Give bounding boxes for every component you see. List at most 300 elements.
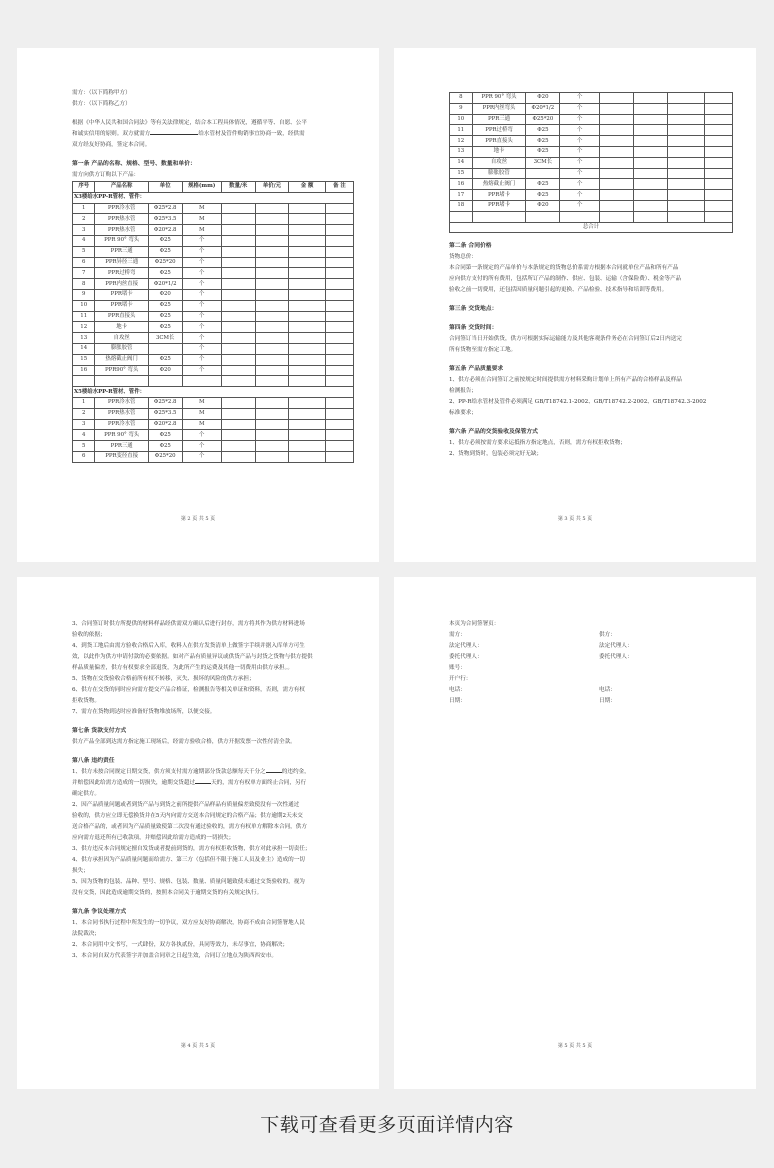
row-number-cell: 2: [73, 214, 95, 225]
product-name-cell: PPR堵卡: [95, 289, 148, 300]
blank-row: [73, 376, 354, 387]
table-row: [73, 300, 354, 311]
article-9-line: 1、本合同书执行过程中所发生的一切争议，双方应友好协商解决，协商不成由合同签署地人民: [72, 920, 305, 926]
empty-cell: [325, 333, 353, 344]
empty-cell: [325, 268, 353, 279]
table-row: [73, 257, 354, 268]
empty-cell: [255, 214, 289, 225]
empty-cell: [667, 93, 704, 104]
article-6-line-1: 1、供方必须按需方要求运抵指方指定地点，否则，需方有权拒收货物；: [449, 440, 626, 447]
table-row: [450, 114, 733, 125]
product-name-cell: 地卡: [472, 146, 526, 157]
supplier-field-label: 日期：: [599, 698, 616, 704]
row-number-cell: 12: [73, 322, 95, 333]
empty-cell: [255, 257, 289, 268]
article-1-title: 第一条 产品的名称、规格、型号、数量和单价：: [72, 161, 196, 167]
table-row: [73, 430, 354, 441]
empty-cell: [599, 114, 633, 125]
empty-cell: [325, 376, 353, 387]
empty-cell: [255, 333, 289, 344]
row-number-cell: 12: [450, 136, 473, 147]
spec-cell: Φ25*20: [148, 451, 182, 462]
empty-cell: [667, 146, 704, 157]
empty-cell: [221, 311, 255, 322]
row-number-cell: 9: [73, 289, 95, 300]
clause-line: 4、到货工地后由需方验收合格后入库，收料人在供方发货清单上做签字手续并据入库单方可生: [72, 643, 305, 649]
unit-cell: 个: [182, 289, 221, 300]
unit-cell: 个: [560, 157, 600, 168]
spec-cell: [148, 343, 182, 354]
empty-cell: [325, 365, 353, 376]
empty-cell: [255, 419, 289, 430]
empty-cell: [221, 354, 255, 365]
empty-cell: [221, 365, 255, 376]
row-number-cell: 5: [73, 246, 95, 257]
empty-cell: [599, 179, 633, 190]
empty-cell: [325, 257, 353, 268]
row-number-cell: 18: [450, 200, 473, 211]
signature-block: [449, 630, 731, 707]
spec-cell: Φ25: [148, 322, 182, 333]
product-name-cell: PPR热水管: [95, 408, 148, 419]
row-number-cell: 2: [73, 408, 95, 419]
product-name-cell: 自攻丝: [472, 157, 526, 168]
empty-cell: [599, 103, 633, 114]
article-8-line: 应向需方退还所有已收款项，并赔偿因此给需方造成的一切损失；: [72, 835, 235, 841]
table-row: [450, 146, 733, 157]
empty-cell: [599, 93, 633, 104]
unit-cell: 个: [560, 103, 600, 114]
article-4-title: 第四条 交货时间：: [449, 325, 498, 332]
article-7-line-1: 供方产品全部到达需方指定施工现场后，经需方验收合格，供方开据发票一次性付清全款。: [72, 739, 296, 745]
spec-cell: Φ25: [148, 268, 182, 279]
product-name-cell: PPR直接头: [95, 311, 148, 322]
product-name-cell: PPR三通: [472, 114, 526, 125]
section-row: [73, 387, 354, 398]
unit-cell: 个: [560, 190, 600, 201]
empty-cell: [255, 408, 289, 419]
empty-cell: [289, 354, 326, 365]
blank-row: [450, 211, 733, 222]
clause-line: 6、供方在交货的同时应向需方提交产品合格证，检测报告等相关单证和资料，否则，需方有权: [72, 687, 305, 693]
empty-cell: [633, 200, 667, 211]
article-8-line: 2、因产品质量问题或者到货产品与到货之前所提供产品样品有质量偏差致使没有一次性通过: [72, 802, 300, 808]
product-name-cell: 自攻丝: [95, 333, 148, 344]
clause-line: 效，以此作为供方申请付款的必要依据。如对产品有质量异议或供货产品与封货之货物与供方提供: [72, 654, 313, 660]
article-6-line-2: 2、货物到货时，包装必须完好无缺；: [449, 451, 543, 458]
product-name-cell: PPR内丝直接: [95, 279, 148, 290]
empty-cell: [289, 333, 326, 344]
empty-cell: [633, 93, 667, 104]
spec-cell: Φ25: [526, 136, 560, 147]
row-number-cell: 14: [450, 157, 473, 168]
row-number-cell: 3: [73, 419, 95, 430]
column-header: 单位: [148, 182, 182, 193]
table-row: [450, 157, 733, 168]
empty-cell: [255, 322, 289, 333]
row-number-cell: 11: [73, 311, 95, 322]
empty-cell: [221, 246, 255, 257]
table-row: [73, 246, 354, 257]
empty-cell: [289, 451, 326, 462]
row-number-cell: 1: [73, 397, 95, 408]
unit-cell: 个: [182, 365, 221, 376]
empty-cell: [704, 168, 732, 179]
buyer-field-label: 需方：: [449, 632, 466, 638]
empty-cell: [599, 190, 633, 201]
empty-cell: [633, 146, 667, 157]
article-6-title: 第六条 产品的交货验收及保管方式: [449, 429, 538, 436]
empty-cell: [255, 289, 289, 300]
row-number-cell: 3: [73, 225, 95, 236]
product-name-cell: 膨胀胶管: [472, 168, 526, 179]
blank-field: [150, 129, 198, 135]
clause-line: 5、货物在交货验收合格前所有权不转移，灭失、损坏的风险的供方承担；: [72, 676, 255, 682]
spec-cell: Φ20: [526, 200, 560, 211]
empty-cell: [704, 190, 732, 201]
article-8-title: 第八条 违约责任: [72, 758, 115, 764]
unit-cell: 个: [182, 430, 221, 441]
unit-cell: 个: [182, 246, 221, 257]
empty-cell: [633, 211, 667, 222]
empty-cell: [472, 211, 526, 222]
article-7-title: 第七条 货款支付方式: [72, 728, 127, 734]
signature-page-title: 本页为合同签署页：: [449, 621, 500, 627]
page-number: 第 4 页 共 5 页: [180, 1043, 216, 1049]
empty-cell: [599, 136, 633, 147]
row-number-cell: 13: [73, 333, 95, 344]
empty-cell: [325, 203, 353, 214]
empty-cell: [325, 279, 353, 290]
supplier-field-label: 供方：: [599, 632, 616, 638]
table-row: [73, 203, 354, 214]
article-2-line-2: 本合同第一条规定的产品单价与本条规定的货物总价系需方根据本合同就单位产品和所有产品: [449, 265, 679, 272]
empty-cell: [633, 136, 667, 147]
row-number-cell: 1: [73, 203, 95, 214]
download-caption: 下载可查看更多页面详情内容: [260, 1114, 514, 1136]
article-8-line: 没有交货，因此造成逾期交货的，按照本合同关于逾期交货的有关规定执行。: [72, 890, 263, 896]
unit-cell: 个: [560, 136, 600, 147]
spec-cell: Φ25: [148, 246, 182, 257]
table-row: [73, 279, 354, 290]
spec-cell: Φ20*1/2: [148, 279, 182, 290]
empty-cell: [221, 214, 255, 225]
row-number-cell: 16: [450, 179, 473, 190]
supplier-field-label: 法定代理人：: [599, 643, 633, 649]
empty-cell: [704, 125, 732, 136]
row-number-cell: 10: [73, 300, 95, 311]
spec-cell: Φ25*20: [526, 114, 560, 125]
empty-cell: [526, 211, 560, 222]
product-name-cell: 热熔截止阀门: [95, 354, 148, 365]
signature-row: [449, 630, 731, 641]
empty-cell: [289, 235, 326, 246]
empty-cell: [599, 168, 633, 179]
product-name-cell: PPR变径直接: [95, 451, 148, 462]
empty-cell: [704, 93, 732, 104]
product-name-cell: PPR 90° 弯头: [95, 430, 148, 441]
column-header: 数量/米: [221, 182, 255, 193]
empty-cell: [667, 103, 704, 114]
empty-cell: [325, 408, 353, 419]
empty-cell: [221, 343, 255, 354]
page-number: 第 3 页 共 5 页: [557, 516, 593, 522]
empty-cell: [325, 300, 353, 311]
unit-cell: 个: [182, 333, 221, 344]
row-number-cell: 4: [73, 430, 95, 441]
empty-cell: [221, 289, 255, 300]
spec-cell: Φ25: [148, 430, 182, 441]
supplier-field-label: 委托代理人：: [599, 654, 633, 660]
spec-cell: Φ20*2.8: [148, 225, 182, 236]
intro-line-2: 和诚实信用的原则。双方就需方 给水管材及管件购销事宜协商一致，经供需: [72, 131, 305, 137]
spec-cell: Φ25: [148, 441, 182, 452]
party-b-line: 供方：（以下简称乙方）: [72, 101, 131, 107]
empty-cell: [221, 279, 255, 290]
empty-cell: [450, 211, 473, 222]
empty-cell: [221, 268, 255, 279]
unit-cell: 个: [560, 168, 600, 179]
empty-cell: [325, 430, 353, 441]
column-header: 产品名称: [95, 182, 148, 193]
empty-cell: [704, 146, 732, 157]
empty-cell: [221, 441, 255, 452]
clause-line: 7、需方在货物到达时应准备好货物堆放场所，以便交接。: [72, 709, 216, 715]
empty-cell: [599, 125, 633, 136]
table-row: [450, 168, 733, 179]
row-number-cell: 10: [450, 114, 473, 125]
empty-cell: [704, 200, 732, 211]
product-table-continued: [449, 92, 733, 233]
empty-cell: [289, 322, 326, 333]
article-8-line-2: 并赔偿因此给需方造成的一切损失，逾期交货超过 天的，需方有权单方面终止合同，另行: [72, 780, 307, 786]
blank-field: [266, 767, 282, 773]
empty-cell: [325, 419, 353, 430]
contract-page-5: [394, 577, 756, 1089]
spec-cell: Φ25: [148, 311, 182, 322]
table-row: [73, 311, 354, 322]
table-row: [73, 408, 354, 419]
table-row: [73, 268, 354, 279]
table-row: [73, 333, 354, 344]
article-9-line: 法院裁决；: [72, 931, 100, 937]
empty-cell: [289, 203, 326, 214]
unit-cell: 个: [182, 343, 221, 354]
article-9-title: 第九条 争议处理方式: [72, 909, 127, 915]
empty-cell: [325, 354, 353, 365]
section-title: X3楼给水PP-R管材、管件：: [73, 192, 354, 203]
supplier-field-label: 电话：: [599, 687, 616, 693]
page-4-content: [72, 619, 354, 962]
row-number-cell: 7: [73, 268, 95, 279]
unit-cell: 个: [182, 311, 221, 322]
article-2-line-3: 应向供方支付的所有费用，包括所订产品的制作、供应、包装、运输（含保险费）、税金等产品: [449, 276, 682, 283]
page-number: 第 5 页 共 5 页: [557, 1043, 593, 1049]
empty-cell: [667, 190, 704, 201]
empty-cell: [221, 257, 255, 268]
intro-line-3: 双方经友好协商，签定本合同。: [72, 142, 151, 148]
unit-cell: 个: [560, 114, 600, 125]
empty-cell: [148, 376, 182, 387]
empty-cell: [667, 179, 704, 190]
empty-cell: [704, 114, 732, 125]
spec-cell: Φ20: [148, 289, 182, 300]
unit-cell: 个: [182, 451, 221, 462]
empty-cell: [325, 397, 353, 408]
page-number: 第 2 页 共 5 页: [180, 516, 216, 522]
empty-cell: [325, 441, 353, 452]
table-row: [450, 93, 733, 104]
article-5-title: 第五条 产品质量要求: [449, 366, 504, 373]
table-header-row: [73, 182, 354, 193]
product-name-cell: PPR堵卡: [472, 190, 526, 201]
total-row: [450, 222, 733, 233]
column-header: 单价/元: [255, 182, 289, 193]
product-name-cell: PPR过桥弯: [472, 125, 526, 136]
clause-line: 验收的依据；: [72, 632, 106, 638]
empty-cell: [255, 343, 289, 354]
product-name-cell: 地卡: [95, 322, 148, 333]
empty-cell: [221, 430, 255, 441]
clause-line: 3、合同签订时供方所提供的材料样品经供需双方确认后进行封存，需方将其作为供方材料进场: [72, 621, 305, 627]
empty-cell: [221, 333, 255, 344]
empty-cell: [221, 419, 255, 430]
unit-cell: M: [182, 225, 221, 236]
empty-cell: [289, 311, 326, 322]
signature-row: [449, 652, 731, 663]
article-5-line-3: 2、PP-R给水管材及管件必须满足 GB/T18742.1-2002、GB/T18742.2-2002、GB/T18742.3-2002: [449, 399, 707, 406]
column-header: 序号: [73, 182, 95, 193]
contract-page-3: [394, 48, 756, 562]
empty-cell: [289, 343, 326, 354]
article-5-line-2: 检测报告；: [449, 388, 477, 395]
article-4-line-1: 合同签订当日开始供货，供方可根据实际运输能力及其他客观条件务必在合同签订后2日内送完: [449, 336, 682, 343]
signature-row: [449, 685, 731, 696]
empty-cell: [633, 157, 667, 168]
empty-cell: [221, 376, 255, 387]
spec-cell: Φ20: [148, 365, 182, 376]
spec-cell: Φ25*20: [148, 257, 182, 268]
empty-cell: [289, 441, 326, 452]
spec-cell: Φ25*3.5: [148, 214, 182, 225]
table-row: [450, 136, 733, 147]
article-9-line: 2、本合同用中文书写，一式肆份，双方各执贰份，具同等效力，未尽事宜，协商解决；: [72, 942, 289, 948]
row-number-cell: 14: [73, 343, 95, 354]
intro-line-1: 根据《中华人民共和国合同法》等有关法律规定，结合本工程具体情况，遵循平等、自愿、公平: [72, 120, 307, 126]
product-name-cell: PPR直接头: [472, 136, 526, 147]
empty-cell: [325, 311, 353, 322]
row-number-cell: 16: [73, 365, 95, 376]
unit-cell: 个: [560, 125, 600, 136]
empty-cell: [289, 397, 326, 408]
table-row: [450, 179, 733, 190]
product-name-cell: PPR内丝弯头: [472, 103, 526, 114]
empty-cell: [221, 451, 255, 462]
product-name-cell: PPR热水管: [95, 225, 148, 236]
spec-cell: 3CM长: [148, 333, 182, 344]
table-row: [73, 235, 354, 246]
unit-cell: M: [182, 419, 221, 430]
empty-cell: [255, 397, 289, 408]
empty-cell: [633, 125, 667, 136]
party-a-line: 需方：（以下简称甲方）: [72, 90, 131, 96]
product-name-cell: PPR90° 弯头: [95, 365, 148, 376]
unit-cell: M: [182, 408, 221, 419]
empty-cell: [325, 322, 353, 333]
empty-cell: [599, 211, 633, 222]
empty-cell: [704, 103, 732, 114]
product-name-cell: PPR冷水管: [95, 419, 148, 430]
empty-cell: [633, 190, 667, 201]
unit-cell: 个: [560, 146, 600, 157]
spec-cell: Φ25*3.5: [148, 408, 182, 419]
unit-cell: 个: [182, 268, 221, 279]
section-title: X5楼给水PP-R管材、管件：: [73, 387, 354, 398]
empty-cell: [667, 125, 704, 136]
empty-cell: [667, 211, 704, 222]
clause-line: 样品质量偏差，供方有权要求全部退货，为此所产生的运费及其他一切费用由供方承担。。: [72, 665, 293, 671]
row-number-cell: 8: [450, 93, 473, 104]
article-2-line-4: 验收之前一切费用，还包括因质量问题引起的更换、产品检验、技术指导和培训等费用。: [449, 287, 668, 294]
empty-cell: [289, 408, 326, 419]
empty-cell: [221, 322, 255, 333]
table-row: [450, 103, 733, 114]
table-row: [73, 343, 354, 354]
empty-cell: [667, 114, 704, 125]
empty-cell: [325, 214, 353, 225]
unit-cell: 个: [182, 257, 221, 268]
product-name-cell: PPR三通: [95, 246, 148, 257]
buyer-field-label: 电话：: [449, 687, 466, 693]
spec-cell: Φ20*2.8: [148, 419, 182, 430]
row-number-cell: 15: [450, 168, 473, 179]
article-9-line: 3、本合同自双方代表签字并加盖合同章之日起生效，合同订立地点为陕西西安市。: [72, 953, 277, 959]
empty-cell: [633, 179, 667, 190]
product-name-cell: PPR热水管: [95, 214, 148, 225]
empty-cell: [255, 268, 289, 279]
table-row: [73, 225, 354, 236]
empty-cell: [599, 157, 633, 168]
empty-cell: [255, 225, 289, 236]
spec-cell: Φ20: [526, 93, 560, 104]
table-row: [73, 289, 354, 300]
row-number-cell: 11: [450, 125, 473, 136]
article-8-line: 送合格产品的，或者因为产品质量致使第二次没有通过验收的，需方有权单方解除本合同，供方: [72, 824, 307, 830]
article-1-subtitle: 需方向供方订购以下产品：: [72, 172, 140, 178]
empty-cell: [95, 376, 148, 387]
empty-cell: [289, 289, 326, 300]
table-row: [450, 200, 733, 211]
row-number-cell: 6: [73, 257, 95, 268]
empty-cell: [599, 146, 633, 157]
table-row: [73, 322, 354, 333]
product-name-cell: 热熔截止阀门: [472, 179, 526, 190]
empty-cell: [704, 136, 732, 147]
table-row: [73, 441, 354, 452]
unit-cell: M: [182, 214, 221, 225]
unit-cell: M: [182, 397, 221, 408]
unit-cell: 个: [560, 200, 600, 211]
product-name-cell: PPR三通: [95, 441, 148, 452]
article-2-line-1: 货物总价：: [449, 254, 477, 261]
empty-cell: [704, 179, 732, 190]
empty-cell: [704, 211, 732, 222]
unit-cell: 个: [560, 93, 600, 104]
empty-cell: [73, 376, 95, 387]
empty-cell: [599, 200, 633, 211]
signature-row: [449, 663, 731, 674]
article-8-line: 损失；: [72, 868, 89, 874]
